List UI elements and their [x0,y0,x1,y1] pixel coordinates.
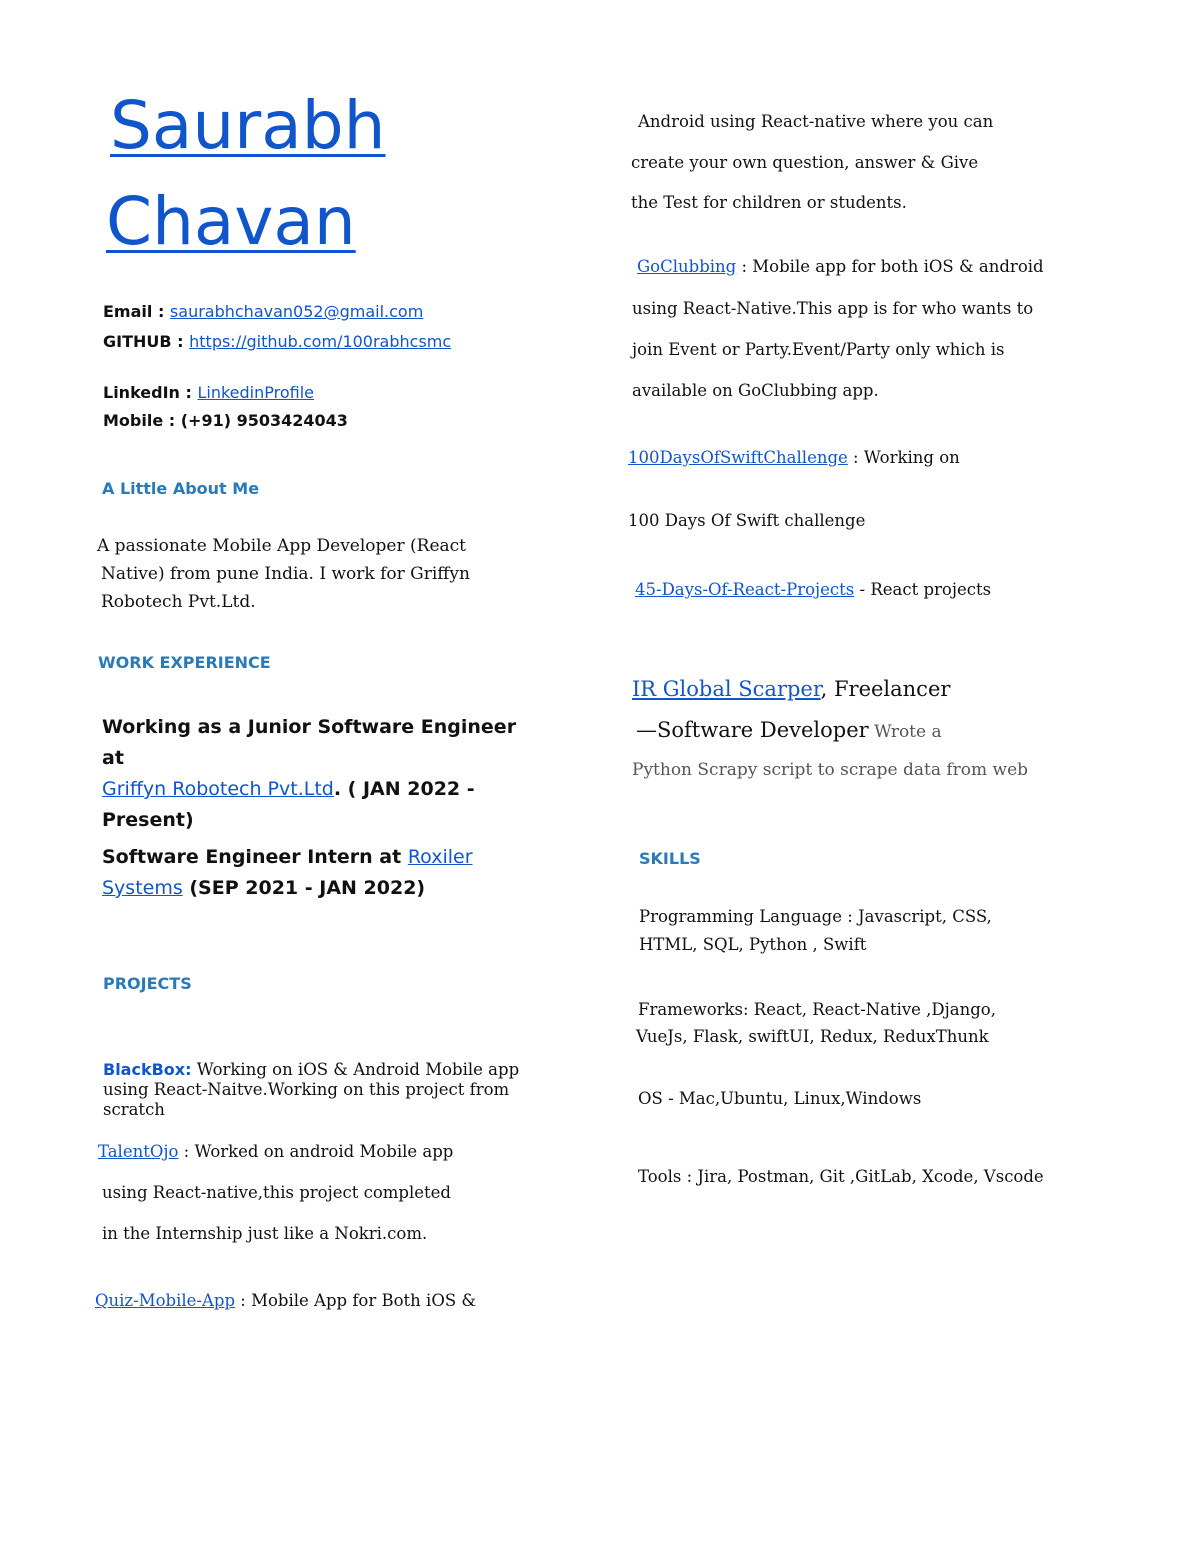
linkedin-label: LinkedIn : [103,383,192,402]
linkedin-link[interactable]: LinkedinProfile [197,383,315,402]
skill-frameworks-line: VueJs, Flask, swiftUI, Redux, ReduxThunk [636,1027,989,1046]
job-1-company-link[interactable]: Griffyn Robotech Pvt.Ltd [102,778,334,800]
project-goclubbing-link[interactable]: GoClubbing [637,257,737,276]
project-quiz-line: create your own question, answer & Give [631,153,979,172]
mobile-text: Mobile : (+91) 9503424043 [103,411,348,430]
job-2-title: Software Engineer Intern at [102,846,408,868]
project-blackbox-desc: Working on iOS & Android Mobile app [191,1060,520,1079]
project-ir-line: Python Scrapy script to scrape data from web [632,760,1029,780]
project-goclubbing [637,257,1044,276]
linkedin-row [103,383,314,402]
project-talentojo-line: in the Internship just like a Nokri.com. [102,1224,428,1243]
skill-frameworks-value: React, React-Native ,Django, [748,1000,996,1019]
projects-heading: PROJECTS [103,974,192,993]
about-line: Native) from pune India. I work for Griffyn [101,564,470,584]
skill-languages-line: HTML, SQL, Python , Swift [639,935,867,954]
job-2-dates: (SEP 2021 - JAN 2022) [182,877,426,899]
project-talentojo-line: using React-native,this project completed [102,1183,451,1202]
project-swift [628,448,960,467]
job-1 [102,712,542,836]
project-goclubbing-line: available on GoClubbing app. [632,381,879,400]
job-2-company-link-a[interactable]: Roxiler [407,846,473,868]
project-ir-desc: Wrote a [868,722,942,742]
skill-tools-value: Jira, Postman, Git ,GitLab, Xcode, Vscode [692,1167,1044,1186]
project-goclubbing-line: join Event or Party.Event/Party only which is [632,340,1005,359]
about-text [97,532,470,616]
skill-languages-label: Programming Language : [639,907,853,926]
project-swift-line: 100 Days Of Swift challenge [628,511,866,530]
github-label: GITHUB : [103,332,184,351]
project-blackbox [103,1060,519,1120]
github-link[interactable]: https://github.com/100rabhcsmc [189,332,452,351]
job-1-line: Working as a Junior Software Engineer at [102,716,517,769]
job-1-company-line [102,774,542,805]
skill-os [638,1089,921,1108]
project-ir-line [636,718,942,742]
job-2-company-link-b[interactable]: Systems [102,877,183,899]
project-react45 [635,580,991,599]
project-quiz-line: Android using React-native where you can [638,112,994,131]
project-swift-desc: : Working on [847,448,960,467]
project-goclubbing-line: using React-Native.This app is for who wants to [632,299,1034,318]
skill-frameworks [638,996,996,1050]
work-heading: WORK EXPERIENCE [98,653,271,672]
job-1-dates: . ( JAN 2022 - [333,778,475,800]
project-ir-title: —Software Developer [636,718,869,742]
skill-frameworks-line [638,996,996,1023]
project-ir-role: Freelancer [827,677,951,701]
email-link[interactable]: saurabhchavan052@gmail.com [169,302,424,321]
project-ir-comma: , [820,677,828,701]
job-2-line [102,842,542,873]
name-last[interactable]: Chavan [106,183,356,260]
about-line: A passionate Mobile App Developer (React [97,536,466,556]
skill-languages-value: Javascript, CSS, [852,907,992,926]
project-blackbox-name: BlackBox: [103,1060,192,1079]
project-react45-desc: - React projects [854,580,992,599]
project-quiz-desc: : Mobile App for Both iOS & [235,1291,477,1310]
skill-tools-label: Tools : [638,1167,693,1186]
project-quiz-line: the Test for children or students. [631,193,907,212]
skill-os-value: - Mac,Ubuntu, Linux,Windows [662,1089,922,1108]
project-quiz [95,1291,476,1310]
about-heading: A Little About Me [102,479,260,498]
project-blackbox-line [103,1060,519,1080]
project-swift-link[interactable]: 100DaysOfSwiftChallenge [628,448,848,467]
project-talentojo-link[interactable]: TalentOjo [98,1142,179,1161]
project-talentojo [98,1142,453,1161]
project-goclubbing-desc: : Mobile app for both iOS & android [736,257,1044,276]
github-row [103,332,451,351]
email-row [103,302,423,321]
project-ir-link[interactable]: IR Global Scarper [632,677,821,701]
skill-languages-line [639,903,992,931]
project-blackbox-line: using React-Naitve.Working on this project from [103,1080,510,1099]
about-line: Robotech Pvt.Ltd. [101,592,256,612]
job-1-present: Present) [102,809,194,831]
job-2 [102,842,542,904]
project-blackbox-line: scratch [103,1100,165,1119]
skill-os-label: OS [638,1089,663,1108]
project-react45-link[interactable]: 45-Days-Of-React-Projects [635,580,855,599]
name-first[interactable]: Saurabh [110,87,386,164]
project-ir [632,677,950,701]
skill-languages [639,903,992,959]
skills-heading: SKILLS [639,849,701,868]
skill-tools [638,1167,1044,1186]
skill-frameworks-label: Frameworks: [638,1000,749,1019]
project-talentojo-desc: : Worked on android Mobile app [178,1142,454,1161]
email-label: Email : [103,302,165,321]
job-2-line [102,873,542,904]
project-quiz-link[interactable]: Quiz-Mobile-App [95,1291,236,1310]
